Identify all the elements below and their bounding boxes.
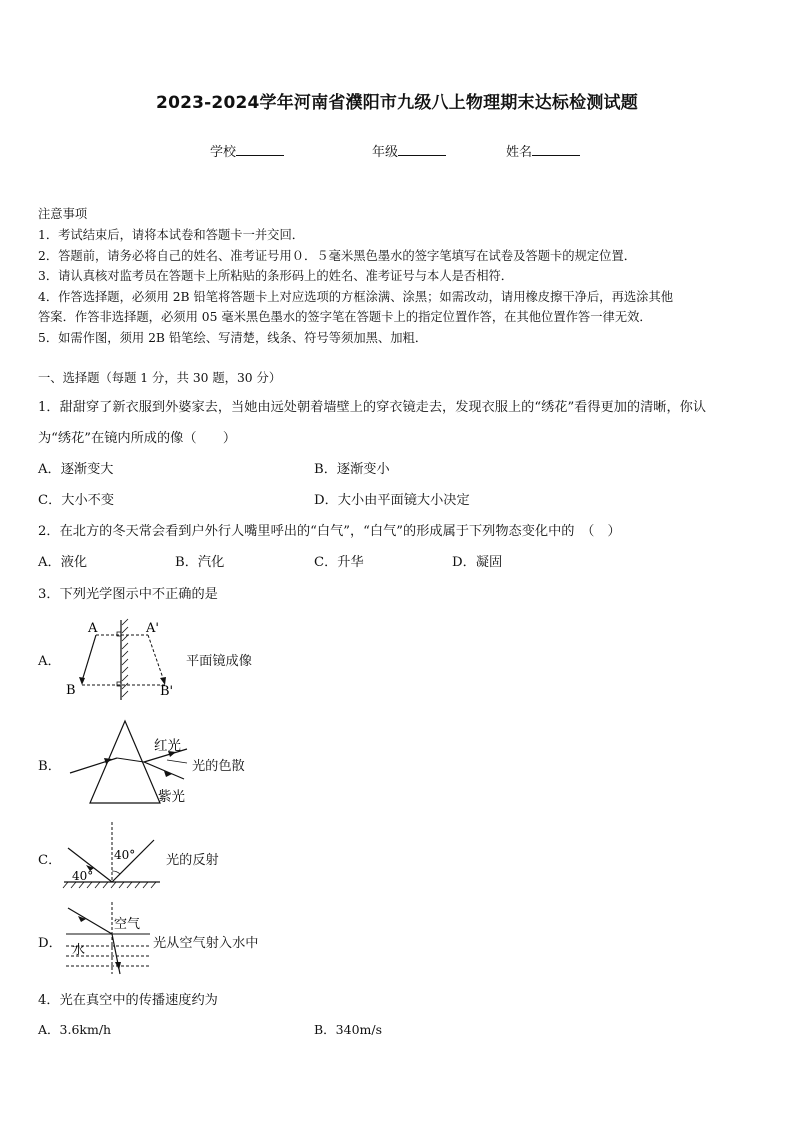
q3-option-c-caption: 光的反射 bbox=[166, 853, 219, 868]
q1-stem-line2: 为“绣花”在镜内所成的像（ ） bbox=[38, 431, 237, 446]
water-label: 水 bbox=[72, 943, 86, 958]
school-blank bbox=[236, 143, 284, 156]
point-a-prime-label: A' bbox=[146, 621, 159, 636]
plane-mirror-diagram bbox=[60, 615, 190, 700]
name-label: 姓名 bbox=[506, 145, 533, 160]
q1-option-d: D．大小由平面镜大小决定 bbox=[314, 493, 470, 508]
notes-heading: 注意事项 bbox=[38, 207, 88, 221]
q3-option-c-label: C． bbox=[38, 853, 62, 868]
school-field bbox=[210, 141, 284, 160]
refraction-diagram bbox=[62, 900, 154, 980]
q1-stem-line1: 1．甜甜穿了新衣服到外婆家去，当她由远处朝着墙壁上的穿衣镜走去，发现衣服上的“绣花”看得更加的清晰，你认 bbox=[38, 400, 707, 415]
point-b-label: B bbox=[66, 683, 76, 698]
q2-option-c: C．升华 bbox=[314, 555, 364, 570]
q3-option-d-caption: 光从空气射入水中 bbox=[153, 936, 259, 951]
grade-label: 年级 bbox=[372, 145, 399, 160]
q4-option-a: A．3.6km/h bbox=[38, 1022, 112, 1037]
q2-option-d: D．凝固 bbox=[452, 555, 503, 570]
reflection-diagram bbox=[62, 818, 172, 890]
point-b-prime-label: B' bbox=[160, 684, 174, 699]
air-label: 空气 bbox=[114, 917, 141, 932]
note-item: 5．如需作图，须用 2B 铅笔绘、写清楚，线条、符号等须加黑、加粗． bbox=[38, 331, 428, 345]
q2-option-a: A．液化 bbox=[38, 555, 88, 570]
q3-option-b-caption: 光的色散 bbox=[192, 759, 245, 774]
q3-option-d-label: D． bbox=[38, 936, 62, 951]
grade-field bbox=[372, 141, 446, 160]
school-label: 学校 bbox=[210, 145, 237, 160]
reflection-angle-label: 40° bbox=[114, 848, 136, 862]
incidence-angle-label: 40° bbox=[72, 869, 94, 883]
note-item: 答案．作答非选择题，必须用 05 毫米黑色墨水的签字笔在答题卡上的指定位置作答，在其他位置作答一律无效． bbox=[38, 310, 652, 324]
note-item: 4．作答选择题，必须用 2B 铅笔将答题卡上对应选项的方框涂满、涂黑；如需改动，请用橡皮擦干净后，再选涂其他 bbox=[38, 290, 674, 304]
q4-stem: 4．光在真空中的传播速度约为 bbox=[38, 993, 218, 1008]
q4-option-b: B．340m/s bbox=[314, 1022, 383, 1037]
q3-option-b-label: B． bbox=[38, 759, 61, 774]
point-a-label: A bbox=[88, 621, 98, 636]
q2-option-b: B．汽化 bbox=[175, 555, 225, 570]
note-item: 3．请认真核对监考员在答题卡上所粘贴的条形码上的姓名、准考证号与本人是否相符． bbox=[38, 269, 514, 283]
note-item: 2．答题前，请务必将自己的姓名、准考证号用０．５毫米黑色墨水的签字笔填写在试卷及答题卡的规定位置． bbox=[38, 249, 637, 263]
q1-option-c: C．大小不变 bbox=[38, 493, 115, 508]
section-heading: 一、选择题（每题 1 分，共 30 题，30 分） bbox=[38, 371, 282, 385]
name-field bbox=[506, 141, 580, 160]
red-light-label: 红光 bbox=[154, 738, 181, 754]
page-title: 2023-2024学年河南省濮阳市九级八上物理期末达标检测试题 bbox=[156, 93, 638, 113]
q3-option-a-label: A． bbox=[38, 654, 61, 669]
q2-stem: 2．在北方的冬天常会看到户外行人嘴里呼出的“白气”，“白气”的形成属于下列物态变化中的 （ ） bbox=[38, 524, 621, 539]
name-blank bbox=[532, 143, 580, 156]
q1-option-b: B．逐渐变小 bbox=[314, 462, 390, 477]
grade-blank bbox=[398, 143, 446, 156]
note-item: 1．考试结束后，请将本试卷和答题卡一并交回． bbox=[38, 228, 305, 242]
purple-light-label: 紫光 bbox=[158, 789, 185, 805]
q1-option-a: A．逐渐变大 bbox=[38, 462, 114, 477]
q3-stem: 3．下列光学图示中不正确的是 bbox=[38, 587, 218, 602]
q3-option-a-caption: 平面镜成像 bbox=[186, 654, 252, 669]
